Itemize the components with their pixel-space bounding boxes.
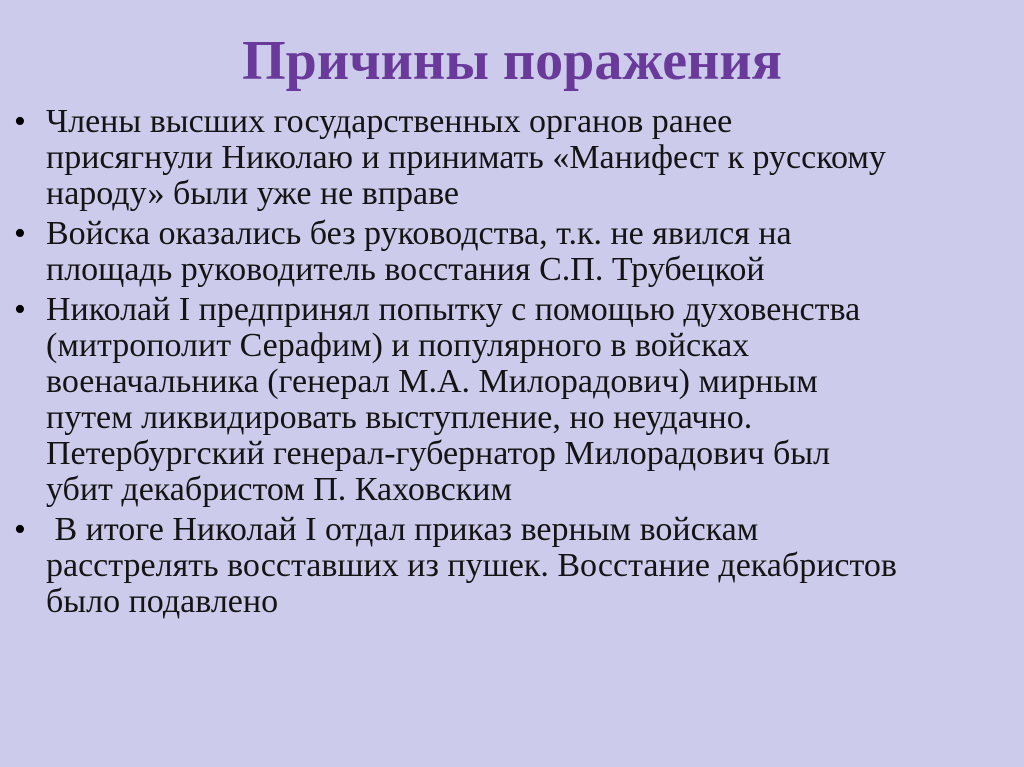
bullet-list xyxy=(14,104,1014,624)
bullet-line: было подавлено xyxy=(46,583,279,620)
bullet-line: Члены высших государственных органов ранее xyxy=(46,103,733,140)
bullet-text xyxy=(46,104,1014,212)
bullet-icon: • xyxy=(14,291,26,328)
bullet-text xyxy=(46,292,1014,508)
slide-title: Причины поражения xyxy=(242,30,782,92)
bullet-line: (митрополит Серафим) и популярного в войсках xyxy=(46,327,750,364)
bullet-line: военачальника (генерал М.А. Милорадович) мирным xyxy=(46,363,818,400)
bullet-item-no-leadership xyxy=(14,216,1014,288)
bullet-item-suppression xyxy=(14,512,1014,620)
bullet-line: Петербургский генерал-губернатор Милорадович был xyxy=(46,435,831,472)
bullet-icon: • xyxy=(14,215,26,252)
bullet-line: народу» были уже не вправе xyxy=(46,175,460,212)
bullet-line: Николай I предпринял попытку с помощью духовенства xyxy=(46,291,861,328)
bullet-item-nicholas-attempt xyxy=(14,292,1014,508)
bullet-text xyxy=(46,512,1014,620)
bullet-line: В итоге Николай I отдал приказ верным войскам xyxy=(46,511,759,548)
bullet-line: убит декабристом П. Каховским xyxy=(46,471,513,508)
bullet-icon: • xyxy=(14,511,26,548)
bullet-icon: • xyxy=(14,103,26,140)
bullet-line: путем ликвидировать выступление, но неудачно. xyxy=(46,399,753,436)
bullet-line: Войска оказались без руководства, т.к. не явился на xyxy=(46,215,792,252)
bullet-line: присягнули Николаю и принимать «Манифест к русскому xyxy=(46,139,886,176)
bullet-text xyxy=(46,216,1014,288)
bullet-line: площадь руководитель восстания С.П. Трубецкой xyxy=(46,251,765,288)
bullet-line: расстрелять восставших из пушек. Восстание декабристов xyxy=(46,547,897,584)
bullet-item-members-oath xyxy=(14,104,1014,212)
